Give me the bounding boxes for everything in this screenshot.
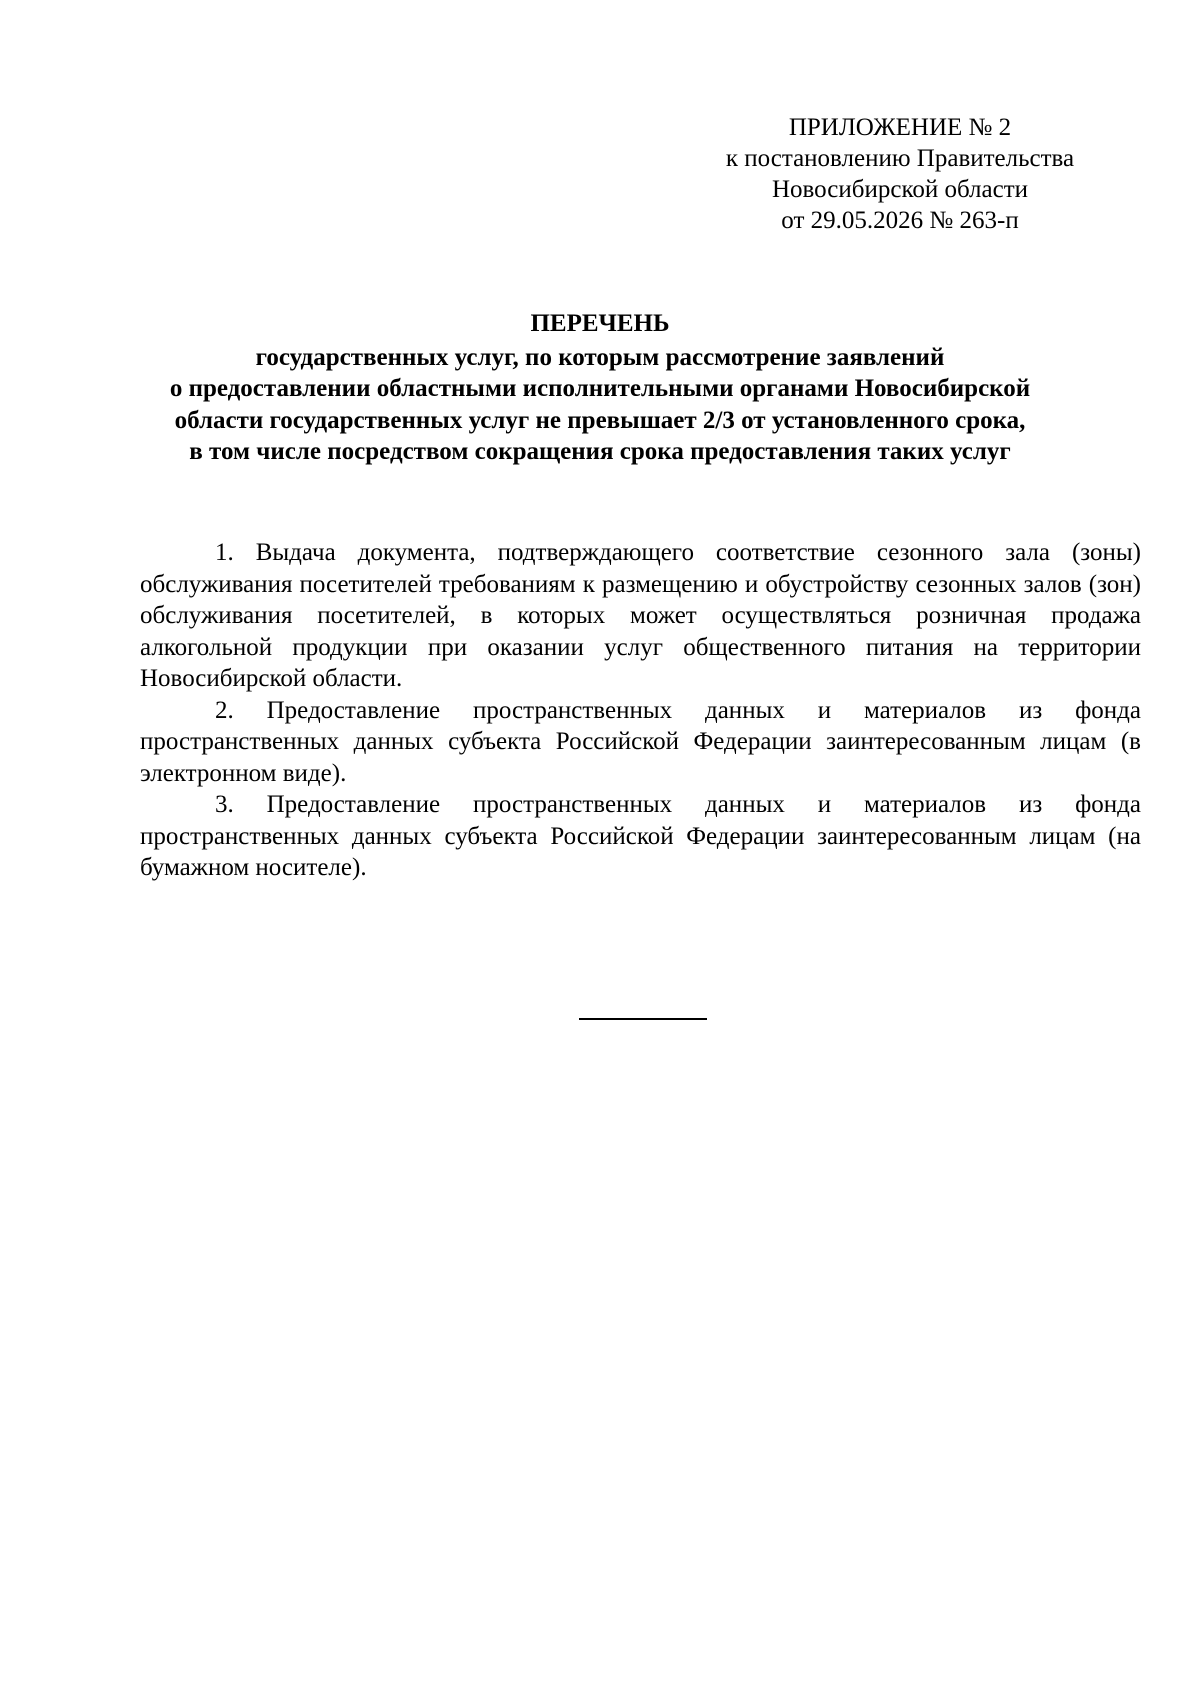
title-line-4: в том числе посредством сокращения срока предоставления таких услуг <box>189 438 1011 465</box>
appendix-reference: к постановлению Правительства <box>725 145 1075 172</box>
list-item: 2. Предоставление пространственных данных и материалов из фонда пространственных данных субъекта Российской Федерации заинтересованным лицам (в электронном виде). <box>140 696 1141 787</box>
appendix-header <box>660 112 1140 236</box>
appendix-region: Новосибирской области <box>771 176 1029 203</box>
end-divider <box>579 1018 707 1020</box>
list-item: 3. Предоставление пространственных данных и материалов из фонда пространственных данных субъекта Российской Федерации заинтересованным лицам (на бумажном носителе). <box>140 791 1141 881</box>
appendix-date-number: от 29.05.2026 № 263-п <box>781 207 1019 234</box>
services-list <box>140 537 1141 884</box>
title-line-3: области государственных услуг не превышает 2/3 от установленного срока, <box>174 406 1026 434</box>
appendix-number: ПРИЛОЖЕНИЕ № 2 <box>788 114 1012 141</box>
list-item: 1. Выдача документа, подтверждающего соответствие сезонного зала (зоны) обслуживания посетителей требованиям к размещению и обустройству сезонных залов (зон) обслуживания посетителей, в которых может осуществляться розничная продажа алкогольной продукции при оказании услуг общественного питания на территории Новосибирской области. <box>140 539 1141 692</box>
title-line-2: о предоставлении областными исполнительными органами Новосибирской <box>169 375 1031 402</box>
document-title <box>140 308 1060 468</box>
title-heading: ПЕРЕЧЕНЬ <box>530 310 670 337</box>
title-line-1: государственных услуг, по которым рассмотрение заявлений <box>255 343 945 371</box>
